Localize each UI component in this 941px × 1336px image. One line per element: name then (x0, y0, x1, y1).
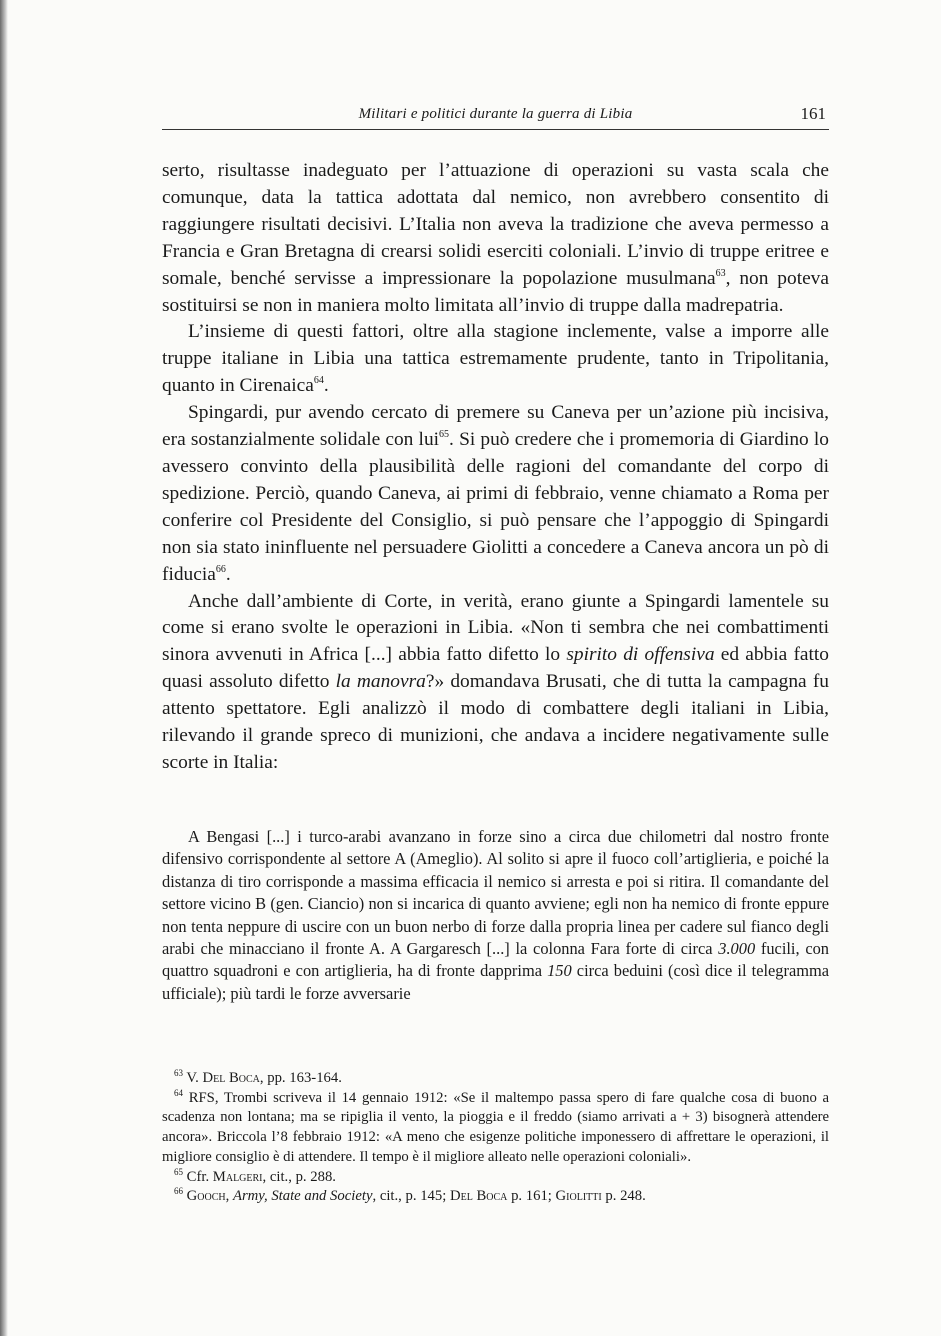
body-text (162, 158, 829, 777)
footnote-64: $^{64}$ RFS, Trombi scriveva il 14 gennaio 1912: «Se il maltempo passa spero di fare qualche cosa di buono a scadenza non lontana; ma se ripiglia il vento, la pioggia e il freddo (siamo arrivati a + 3) bisognerà attendere ancora». Briccola l’8 febbraio 1912: «A meno che esigenze politiche imponessero di affrettare le operazioni, il migliore consiglio è di attendere. Il tempo è il migliore alleato nelle operazioni coloniali». (162, 1087, 829, 1165)
footnote-63: $^{63}$ V. Del Boca, pp. 163-164. (174, 1068, 342, 1086)
footnote-ref: 64 (313, 375, 324, 387)
footnote-65: $^{65}$ Cfr. Malgeri, cit., p. 288. (174, 1166, 336, 1185)
paragraph-3: Spingardi, pur avendo cercato di premere su Caneva per un’azione più incisiva, era sostanzialmente solidale con lui$^{65}$. Si può credere che i promemoria di Giardino lo avessero convinto della plausibilità delle ragioni del comandante del corpo di spedizione. Perciò, quando Caneva, ai primi di febbraio, venne chiamato a Roma per conferire col Presidente del Consiglio, si può pensare che l’appoggio di Spingardi non sia stato ininfluente nel persuadere Giolitti a concedere a Caneva ancora un pò di fiducia$^{66}$. (162, 402, 829, 585)
footnote-ref: 66 (215, 563, 226, 575)
paragraph-2: L’insieme di questi fattori, oltre alla stagione inclemente, valse a imporre alle truppe italiane in Libia una tattica estremamente prudente, tanto in Tripolitania, quanto in Cirenaica$^{64}$. (162, 321, 829, 397)
running-title: Militari e politici durante la guerra di Libia (358, 106, 633, 122)
footnote-ref: 65 (439, 429, 450, 441)
quote-paragraph: A Bengasi [...] i turco-arabi avanzano in forze sino a circa due chilometri dal nostro fronte difensivo corrispondente al settore A (Ameglio). Al solito si apre il fuoco coll’artiglieria, e poiché la distanza di tiro corrisponde a massima efficacia il nemico si arresta e poi si ritira. Il comandante del settore vicino B (gen. Ciancio) non si incarica di quanto avviene; egli non ha nemico di fronte eppure non tenta neppure di uscire con un buon nerbo di forze dalla propria linea per cadere sul fianco degli arabi che minacciano il fronte A. A Gargaresch [...] la colonna Fara forte di circa 3.000 fucili, con quattro squadroni e con artiglieria, ha di fronte dapprima 150 circa beduini (così dice il telegramma ufficiale); più tardi le forze avversarie (162, 827, 829, 1003)
book-spine-shadow (0, 0, 8, 1336)
footnote-66: $^{66}$ Gooch, Army, State and Society, cit., p. 145; Del Boca p. 161; Giolitti p. 248. (174, 1186, 646, 1205)
running-head (162, 102, 829, 130)
block-quote (162, 826, 829, 1005)
footnotes (162, 1069, 829, 1207)
paragraph-4: Anche dall’ambiente di Corte, in verità, erano giunte a Spingardi lamentele su come si erano svolte le operazioni in Libia. «Non ti sembra che nei combattimenti sinora avvenuti in Africa [...] abbia fatto difetto lo spirito di offensiva ed abbia fatto quasi assoluto difetto la manovra?» domandava Brusati, che di tutta la campagna fu attento spettatore. Egli analizzò il modo di combattere degli italiani in Libia, rilevando il grande spreco di munizioni, che andava a incidere negativamente sulle scorte in Italia: (162, 590, 829, 773)
page-number: 161 (800, 104, 826, 123)
paragraph-1: serto, risultasse inadeguato per l’attuazione di operazioni su vasta scala che comunque, data la tattica adottata dal nemico, non avrebbero consentito di raggiungere risultati decisivi. L’Italia non aveva la tradizione che aveva permesso a Francia e Gran Bretagna di crearsi solidi eserciti coloniali. L’invio di truppe eritree e somale, benché servisse a impressionare la popolazione musulmana$^{63}$, non poteva sostituirsi se non in maniera molto limitata all’invio di truppe dalla madrepatria. (162, 160, 829, 316)
footnote-ref: 63 (715, 267, 726, 279)
